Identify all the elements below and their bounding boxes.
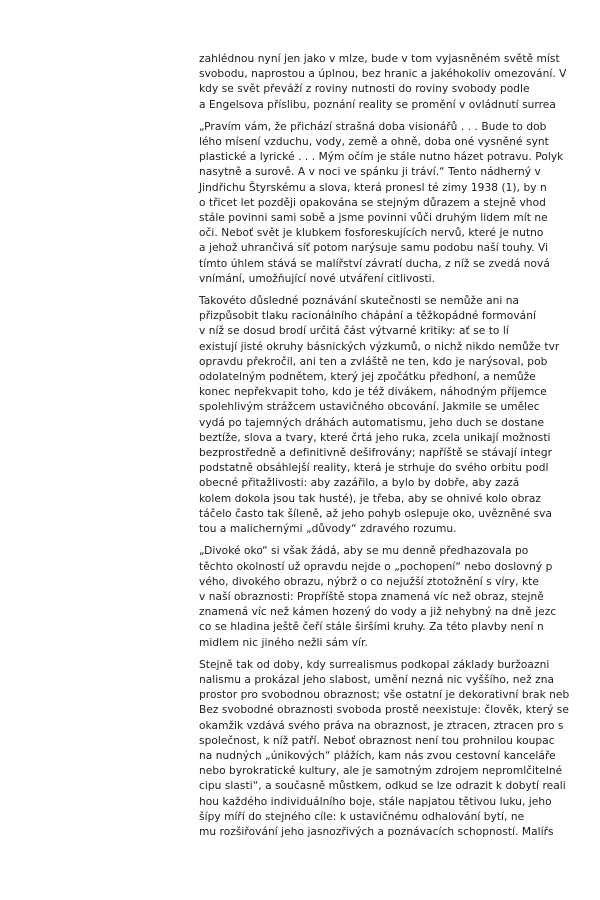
text-line: „Pravím vám, že přichází strašná doba visionářů . . . Bude to dob bbox=[199, 120, 547, 133]
text-line: plastické a lyrické . . . Mým očím je stále nutno házet potravu. Polyk bbox=[199, 151, 564, 164]
text-line: táčelo často tak šíleně, až jeho pohyb oslepuje oko, uvězněné sva bbox=[199, 507, 552, 520]
text-line: tou a malichernými „důvody“ zdravého rozumu. bbox=[199, 523, 457, 536]
text-line: hou každého individuálního boje, stále napjatou tětivou luku, jeho bbox=[199, 795, 552, 808]
text-line: konec nepřekvapit toho, kdo je též divákem, náhodným příjemce bbox=[199, 386, 547, 399]
text-line: nalismu a prokázal jeho slabost, umění nezná nic vyššího, než zna bbox=[199, 673, 555, 686]
text-line: přizpůsobit tlaku racionálního chápání a těžkopádné formování bbox=[199, 310, 536, 323]
text-line: obecné přitažlivosti: aby zazářilo, a bylo by dobře, aby zazá bbox=[199, 477, 520, 490]
text-line: oči. Neboť svět je klubkem fosforeskujících nervů, které je nutno bbox=[199, 227, 544, 240]
paragraph bbox=[199, 658, 600, 840]
paragraph bbox=[199, 52, 600, 113]
text-line: a Engelsova příslibu, poznání reality se promění v ovládnutí surrea bbox=[199, 98, 556, 111]
text-line: nebo byrokratické kultury, ale je samotným zdrojem nepromlčitelné bbox=[199, 765, 563, 778]
text-line: „Divoké oko“ si však žádá, aby se mu denně předhazovala po bbox=[199, 545, 529, 558]
body-text-column bbox=[199, 52, 600, 840]
text-line: prostor pro svobodnou obraznost; vše ostatní je dekorativní brak neb bbox=[199, 689, 570, 702]
text-line: Bez svobodné obraznosti svoboda prostě neexistuje: člověk, který se bbox=[199, 704, 569, 717]
text-line: těchto okolností už opravdu nejde o „pochopení“ nebo doslovný p bbox=[199, 560, 553, 573]
text-line: mu rozšiřování jeho jasnozřivých a poznávacích schopností. Malířs bbox=[199, 825, 554, 838]
text-line: o třicet let později opakována se stejným důrazem a stejně vhod bbox=[199, 196, 546, 209]
text-line: společnost, k níž patří. Neboť obraznost není tou prohnilou koupac bbox=[199, 734, 555, 747]
text-line: podstatně obsáhlejší reality, která je strhuje do svého orbitu podl bbox=[199, 462, 549, 475]
text-line: kolem dokola jsou tak husté), je třeba, aby se ohnivé kolo obraz bbox=[199, 492, 541, 505]
paragraph-gap bbox=[199, 651, 600, 658]
text-line: odolatelným podnětem, který jej zpočátku předhoní, a nemůže bbox=[199, 371, 536, 384]
text-line: svobodu, naprostou a úplnou, bez hranic a jakéhokoliv omezování. V bbox=[199, 68, 567, 81]
paragraph-gap bbox=[199, 287, 600, 294]
paragraph bbox=[199, 120, 600, 287]
text-line: kdy se svět převáží z roviny nutnosti do roviny svobody podle bbox=[199, 83, 530, 96]
paragraph bbox=[199, 294, 600, 537]
text-line: na nudných „únikových“ plážích, kam nás zvou cestovní kanceláře bbox=[199, 749, 556, 762]
text-line: co se hladina ještě čeří stále širšími kruhy. Za této plavby není n bbox=[199, 621, 544, 634]
text-line: existují jisté okruhy básnických výzkumů, o nichž nikdo nemůže tvr bbox=[199, 340, 560, 353]
text-line: bezprostředně a definitivně dešifrovány; napříště se stávají integr bbox=[199, 447, 553, 460]
text-line: cipu slasti“, a současně můstkem, odkud se lze odrazit k dobytí reali bbox=[199, 780, 566, 793]
text-line: Stejně tak od doby, kdy surrealismus podkopal základy buržoazni bbox=[199, 658, 550, 671]
text-line: Jindřichu Štyrskému a slova, která pronesl té zimy 1938 (1), by n bbox=[199, 181, 547, 194]
text-line: beztíže, slova a tvary, které črtá jeho ruka, zcela unikají možnosti bbox=[199, 431, 551, 444]
text-line: zahlédnou nyní jen jako v mlze, bude v tom vyjasněném světě míst bbox=[199, 53, 560, 65]
text-line: Takovéto důsledné poznávání skutečnosti se nemůže ani na bbox=[199, 295, 520, 308]
text-line: lého mísení vzduchu, vody, země a ohně, doba oné vysněné synt bbox=[199, 136, 549, 149]
text-line: v níž se dosud brodí určitá část výtvarné kritiky: ať se to lí bbox=[199, 325, 509, 338]
text-line: nasytně a surově. A v noci ve spánku ji tráví.“ Tento nádherný v bbox=[199, 166, 541, 179]
paragraph-gap bbox=[199, 113, 600, 120]
paragraph bbox=[199, 544, 600, 650]
text-line: a jehož uhrančivá síť potom narýsuje samu podobu naší touhy. Vi bbox=[199, 242, 549, 255]
text-line: spolehlivým strážcem ustavičného obcování. Jakmile se umělec bbox=[199, 401, 540, 414]
text-line: midlem nic jiného nežli sám vír. bbox=[199, 636, 368, 649]
text-line: vého, divokého obrazu, nýbrž o co nejužší ztotožnění s víry, kte bbox=[199, 575, 539, 588]
paragraph-gap bbox=[199, 537, 600, 544]
text-line: znamená víc než kámen hozený do vody a již nehybný na dně jezc bbox=[199, 606, 557, 619]
text-line: vnímání, umožňující nové utváření citlivosti. bbox=[199, 272, 436, 285]
text-line: opravdu překročil, ani ten a zvláště ne ten, kdo je narýsoval, pob bbox=[199, 355, 548, 368]
text-line: stále povinni sami sobě a jsme povinni vůči druhým lidem mít ne bbox=[199, 212, 548, 225]
text-line: vydá po tajemných dráhách automatismu, jeho duch se dostane bbox=[199, 416, 545, 429]
text-line: okamžik vzdává svého práva na obraznost, je ztracen, ztracen pro s bbox=[199, 719, 564, 732]
text-line: v naší obraznosti: Propříště stopa znamená víc než obraz, stejně bbox=[199, 590, 544, 603]
text-line: šípy míří do stejného cíle: k ustavičnému odhalování bytí, ne bbox=[199, 810, 525, 823]
text-line: tímto úhlem stává se malířství závratí ducha, z níž se zvedá nová bbox=[199, 257, 550, 270]
